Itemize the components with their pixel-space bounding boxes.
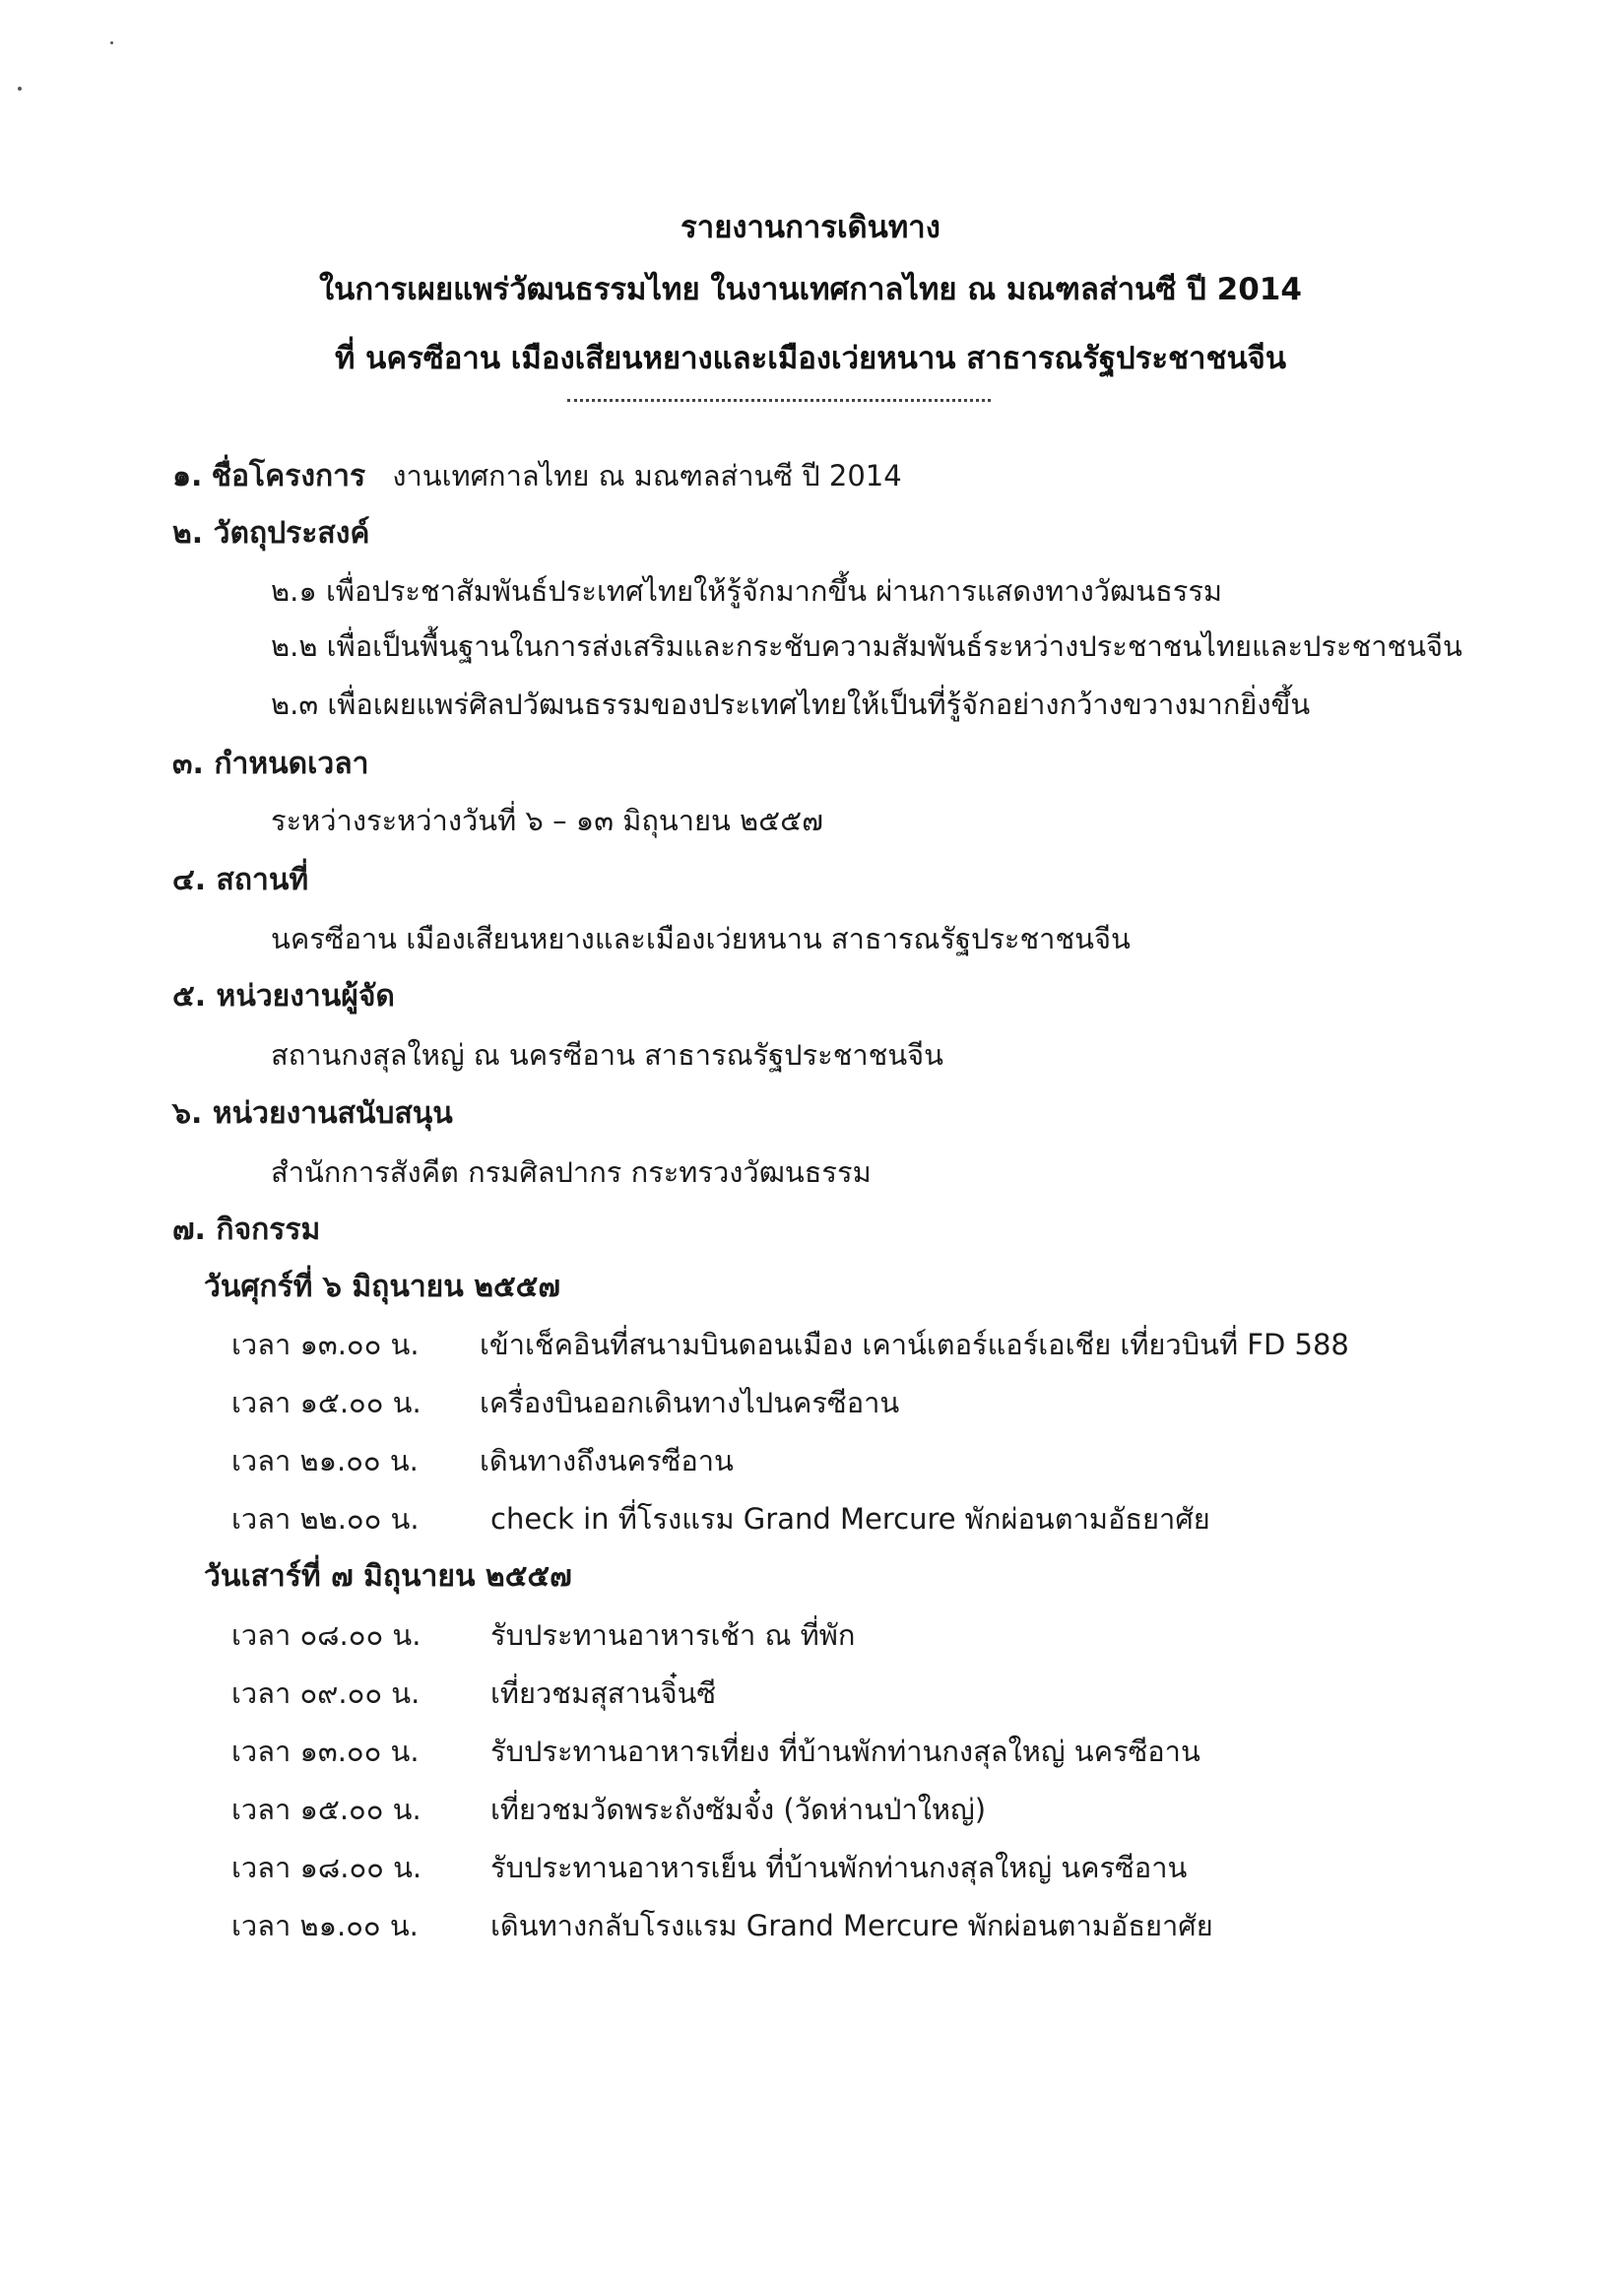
event-time: เวลา ๑๕.๐๐ น. bbox=[231, 1793, 421, 1826]
report-location: ที่ นครซีอาน เมืองเสียนหยางและเมืองเว่ยหนาน สาธารณรัฐประชาชนจีน bbox=[334, 341, 1287, 376]
report-title: รายงานการเดินทาง bbox=[681, 210, 940, 245]
section-venue-heading: ๔. สถานที่ bbox=[172, 863, 309, 897]
section-organizer-heading: ๕. หน่วยงานผู้จัด bbox=[172, 979, 395, 1014]
event-time: เวลา ๑๘.๐๐ น. bbox=[231, 1851, 422, 1884]
project-name-value: งานเทศกาลไทย ณ มณฑลส่านซี ปี 2014 bbox=[392, 459, 902, 492]
event-time: เวลา ๑๓.๐๐ น. bbox=[231, 1328, 420, 1361]
schedule-value: ระหว่างระหว่างวันที่ ๖ – ๑๓ มิถุนายน ๒๕๕๗ bbox=[271, 804, 823, 837]
venue-value: นครซีอาน เมืองเสียนหยางและเมืองเว่ยหนาน สาธารณรัฐประชาชนจีน bbox=[271, 922, 1131, 955]
report-subtitle: ในการเผยแพร่วัฒนธรรมไทย ในงานเทศกาลไทย ณ มณฑลส่านซี ปี 2014 bbox=[319, 272, 1302, 307]
day-heading: วันศุกร์ที่ ๖ มิถุนายน ๒๕๕๗ bbox=[204, 1270, 560, 1304]
section-activities-heading: ๗. กิจกรรม bbox=[172, 1213, 321, 1247]
day-heading: วันเสาร์ที่ ๗ มิถุนายน ๒๕๕๗ bbox=[204, 1559, 572, 1594]
section-number: ๑. bbox=[172, 459, 203, 493]
scan-speck bbox=[18, 87, 22, 91]
event-activity: รับประทานอาหารเที่ยง ที่บ้านพักท่านกงสุลใหญ่ นครซีอาน bbox=[490, 1735, 1200, 1768]
event-activity: เที่ยวชมวัดพระถังซัมจั๋ง (วัดห่านป่าใหญ่) bbox=[490, 1793, 987, 1826]
section-project-name bbox=[172, 453, 902, 499]
event-time: เวลา ๑๕.๐๐ น. bbox=[231, 1386, 421, 1419]
objective-item: ๒.๒ เพื่อเป็นพื้นฐานในการส่งเสริมและกระชับความสัมพันธ์ระหว่างประชาชนไทยและประชาชนจีน bbox=[271, 629, 1462, 663]
event-time: เวลา ๐๘.๐๐ น. bbox=[231, 1618, 421, 1652]
event-time: เวลา ๒๒.๐๐ น. bbox=[231, 1502, 420, 1536]
section-supporter-heading: ๖. หน่วยงานสนับสนุน bbox=[172, 1096, 453, 1131]
event-time: เวลา ๒๑.๐๐ น. bbox=[231, 1909, 419, 1942]
objective-item: ๒.๑ เพื่อประชาสัมพันธ์ประเทศไทยให้รู้จักมากขึ้น ผ่านการแสดงทางวัฒนธรรม bbox=[271, 574, 1223, 608]
organizer-value: สถานกงสุลใหญ่ ณ นครซีอาน สาธารณรัฐประชาชนจีน bbox=[271, 1038, 943, 1072]
event-activity: รับประทานอาหารเช้า ณ ที่พัก bbox=[490, 1618, 856, 1652]
event-activity: check in ที่โรงแรม Grand Mercure พักผ่อนตามอัธยาศัย bbox=[490, 1502, 1210, 1536]
event-time: เวลา ๑๓.๐๐ น. bbox=[231, 1735, 420, 1768]
section-label: ชื่อโครงการ bbox=[211, 459, 366, 493]
event-activity: เครื่องบินออกเดินทางไปนครซีอาน bbox=[480, 1386, 900, 1419]
event-time: เวลา ๒๑.๐๐ น. bbox=[231, 1444, 419, 1477]
event-activity: เดินทางกลับโรงแรม Grand Mercure พักผ่อนตามอัธยาศัย bbox=[490, 1909, 1213, 1942]
title-divider bbox=[567, 399, 991, 402]
scan-speck bbox=[110, 41, 113, 44]
supporter-value: สำนักการสังคีต กรมศิลปากร กระทรวงวัฒนธรรม bbox=[271, 1155, 872, 1189]
section-objectives-heading: ๒. วัตถุประสงค์ bbox=[172, 516, 370, 551]
event-activity: เที่ยวชมสุสานจิ๋นซี bbox=[490, 1676, 717, 1710]
event-activity: รับประทานอาหารเย็น ที่บ้านพักท่านกงสุลใหญ่ นครซีอาน bbox=[490, 1851, 1188, 1884]
event-activity: เดินทางถึงนครซีอาน bbox=[480, 1444, 734, 1477]
objective-item: ๒.๓ เพื่อเผยแพร่ศิลปวัฒนธรรมของประเทศไทยให้เป็นที่รู้จักอย่างกว้างขวางมากยิ่งขึ้น bbox=[271, 688, 1311, 721]
event-activity: เข้าเช็คอินที่สนามบินดอนเมือง เคาน์เตอร์แอร์เอเชีย เที่ยวบินที่ FD 588 bbox=[480, 1328, 1349, 1361]
event-time: เวลา ๐๙.๐๐ น. bbox=[231, 1676, 421, 1710]
section-schedule-heading: ๓. กำหนดเวลา bbox=[172, 747, 369, 781]
